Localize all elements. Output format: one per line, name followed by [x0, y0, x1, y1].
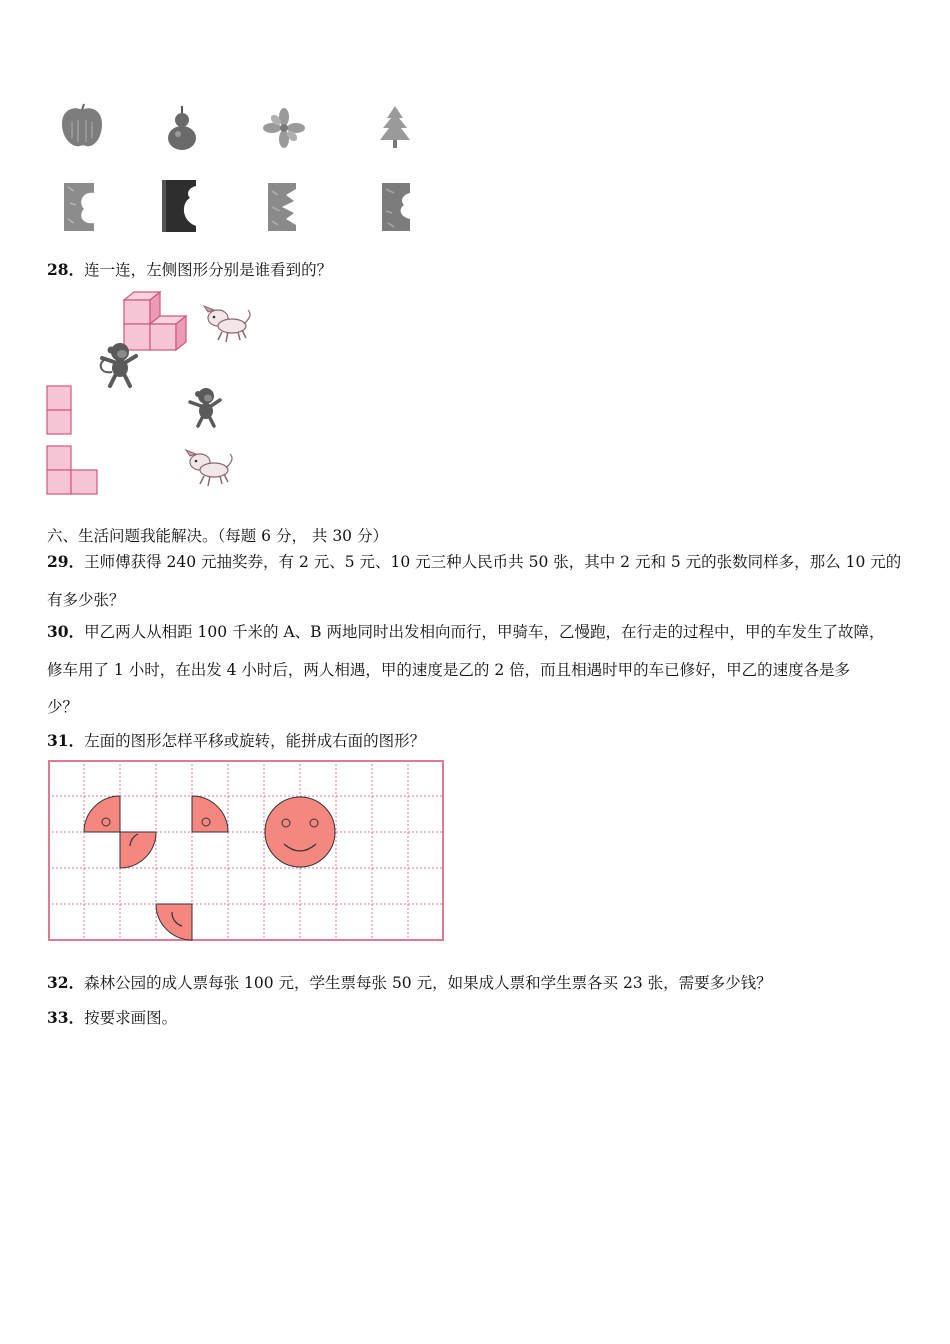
gourd-silhouette-icon	[168, 106, 196, 150]
dog-icon	[186, 450, 232, 486]
question-30-line-2: 修车用了 1 小时，在出发 4 小时后，两人相遇，甲的速度是乙的 2 倍，而且相遇时甲的车已修好，甲乙的速度各是多	[47, 661, 851, 679]
question-32-text: 森林公园的成人票每张 100 元，学生票每张 50 元，如果成人票和学生票各买 23 张，需要多少钱？	[84, 974, 772, 992]
question-31-number: 31．	[47, 731, 85, 750]
quarter-circle-top-left	[84, 796, 120, 832]
top-figures	[0, 0, 950, 250]
quarter-circle-bottom-right	[120, 832, 156, 868]
section-6-title: 六、生活问题我能解决。（每题 6 分， 共 30 分）	[47, 527, 388, 545]
question-33	[47, 1008, 177, 1028]
q28-figure	[40, 288, 300, 508]
question-31	[47, 731, 425, 751]
question-32-number: 32．	[47, 973, 85, 992]
flower-silhouette-icon	[263, 108, 305, 148]
paper-cut-apple-icon	[64, 183, 94, 231]
question-28	[47, 260, 332, 280]
question-30-line-1: 甲乙两人从相距 100 千米的 A、B 两地同时出发相向而行，甲骑车，乙慢跑，在行走的过程中，甲的车发生了故障，	[84, 623, 885, 641]
q31-grid-figure	[48, 760, 448, 942]
question-28-number: 28．	[47, 260, 85, 279]
smiley-face-icon	[265, 797, 335, 867]
question-29-number: 29．	[47, 552, 85, 571]
paper-cut-tree-icon	[382, 183, 410, 231]
dotted-grid	[48, 760, 443, 940]
quarter-circle-top-right	[192, 796, 228, 832]
question-31-text: 左面的图形怎样平移或旋转，能拼成右面的图形？	[84, 732, 426, 750]
quarter-circle-bottom-left	[156, 904, 192, 940]
question-29-line-1: 王师傅获得 240 元抽奖券，有 2 元、5 元、10 元三种人民币共 50 张，其中 2 元和 5 元的张数同样多，那么 10 元的	[84, 553, 902, 571]
paper-cut-flower-icon	[268, 183, 296, 231]
grid-border	[49, 761, 443, 940]
question-30-number: 30．	[47, 622, 85, 641]
question-30	[47, 622, 884, 642]
tree-silhouette-icon	[380, 106, 410, 148]
apple-silhouette-icon	[62, 104, 102, 146]
monkey-icon	[190, 388, 220, 426]
question-32	[47, 973, 772, 993]
question-29-line-2: 有多少张？	[47, 591, 125, 609]
question-29	[47, 552, 901, 572]
question-33-text: 按要求画图。	[84, 1009, 178, 1027]
dog-icon	[204, 306, 250, 342]
question-33-number: 33．	[47, 1008, 85, 1027]
cube-stack	[124, 292, 186, 350]
paper-cut-gourd-icon	[162, 180, 196, 232]
question-30-line-3: 少？	[47, 698, 79, 716]
view-l-shape	[47, 446, 97, 494]
view-vertical-two	[47, 386, 71, 434]
question-28-text: 连一连，左侧图形分别是谁看到的？	[84, 261, 333, 279]
